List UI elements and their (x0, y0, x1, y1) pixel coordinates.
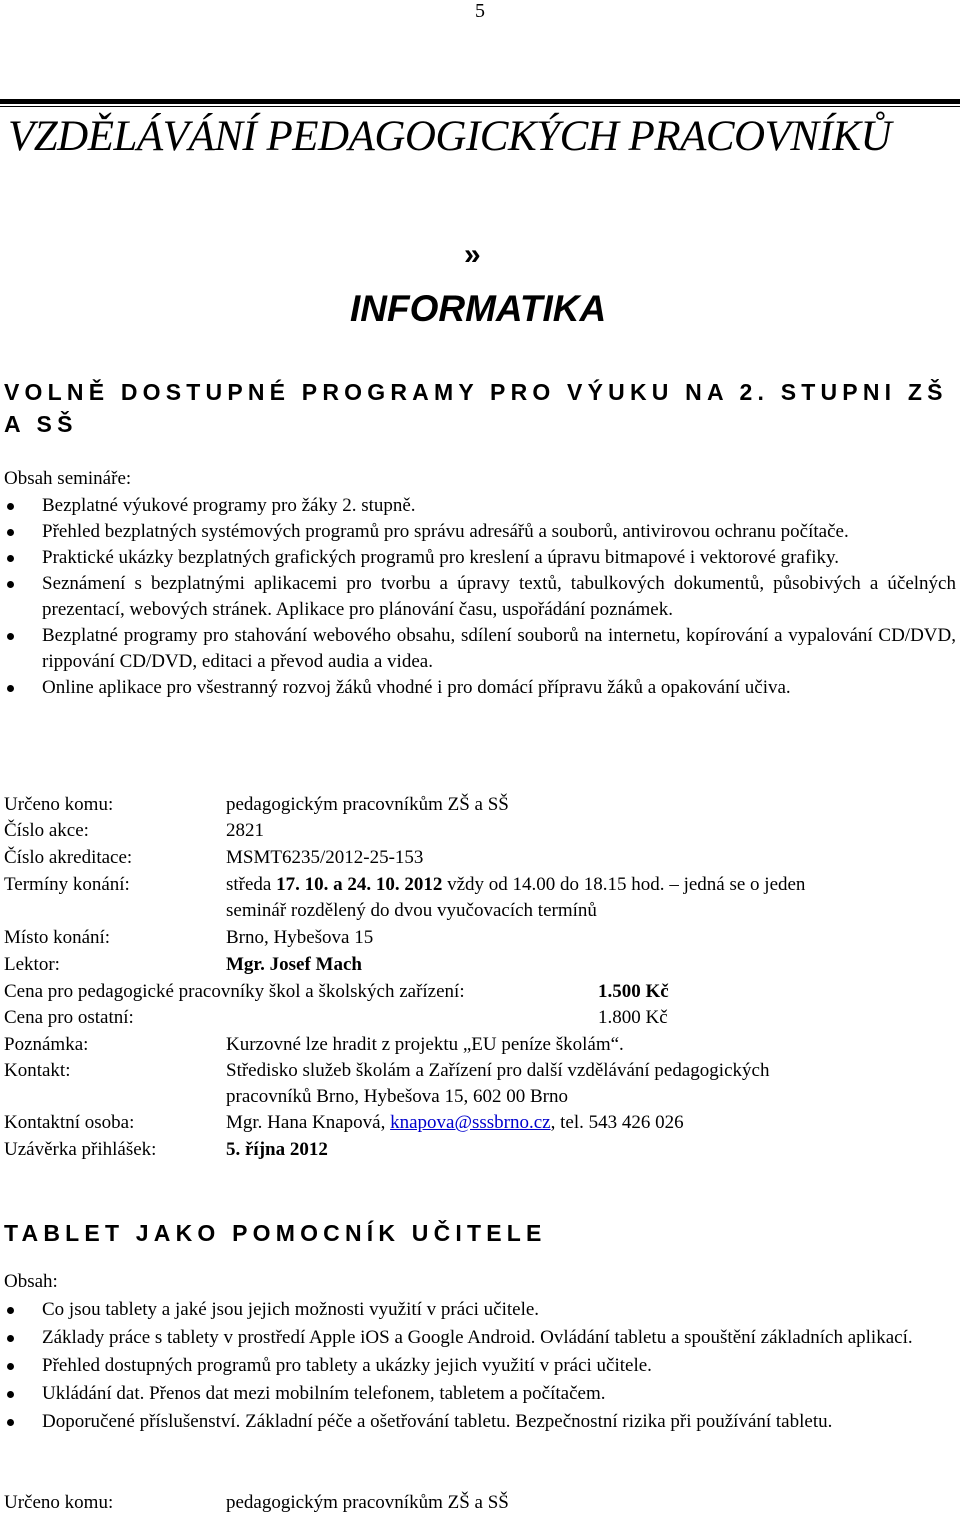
list-item: Přehled dostupných programů pro tablety a ukázky jejich využití v práci učitele. (4, 1352, 956, 1380)
lecturer-label: Lektor: (4, 954, 60, 975)
list-item: Doporučené příslušenství. Základní péče a ošetřování tabletu. Bezpečnostní rizika při používání tabletu. (4, 1408, 956, 1436)
list-item: Online aplikace pro všestranný rozvoj žáků vhodné i pro domácí přípravu žáků a opakování učiva. (4, 675, 956, 701)
place-label: Místo konání: (4, 927, 111, 948)
dates-tail: jedná se o jeden (678, 874, 806, 895)
contents-label: Obsah semináře: (4, 468, 132, 489)
contact-person-name: Mgr. Hana Knapová, (226, 1112, 391, 1133)
dates-bold: 17. 10. a 24. 10. 2012 (276, 874, 443, 895)
audience-label-2: Určeno komu: (4, 1492, 114, 1513)
contact-value-line1: Středisko služeb školám a Zařízení pro další vzdělávání pedagogických (226, 1060, 770, 1081)
audience-value-2: pedagogickým pracovníkům ZŠ a SŠ (226, 1492, 509, 1513)
price-others-label: Cena pro ostatní: (4, 1007, 134, 1028)
list-item: Bezplatné programy pro stahování webového obsahu, sdílení souborů na internetu, kopírování a vypalování CD/DVD, rippování CD/DVD, editaci a převod audia a videa. (4, 623, 956, 675)
audience-label: Určeno komu: (4, 794, 114, 815)
header-rule-thin (0, 106, 960, 107)
dates-label: Termíny konání: (4, 874, 130, 895)
lecturer-value: Mgr. Josef Mach (226, 954, 362, 975)
course-title-2: TABLET JAKO POMOCNÍK UČITELE (4, 1220, 547, 1246)
price-pedagogues-value: 1.500 Kč (598, 981, 669, 1002)
accreditation-value: MSMT6235/2012-25-153 (226, 847, 424, 868)
place-value: Brno, Hybešova 15 (226, 927, 374, 948)
note-label: Poznámka: (4, 1034, 89, 1055)
list-item: Bezplatné výukové programy pro žáky 2. stupně. (4, 493, 956, 519)
dates-time: vždy od 14.00 do 18.15 hod. (442, 874, 670, 895)
category-heading: INFORMATIKA (350, 288, 607, 329)
list-item: Seznámení s bezplatnými aplikacemi pro tvorbu a úpravy textů, tabulkových dokumentů, působivých a účelných prezentací, webových stránek. Aplikace pro plánování času, uspořádání poznámek. (4, 571, 956, 623)
contact-person-label: Kontaktní osoba: (4, 1112, 135, 1133)
double-chevron-icon: » (464, 238, 481, 271)
course-title (4, 376, 956, 440)
list-item: Co jsou tablety a jaké jsou jejich možnosti využití v práci učitele. (4, 1296, 956, 1324)
contact-person-phone: , tel. 543 426 026 (550, 1112, 684, 1133)
list-item: Ukládání dat. Přenos dat mezi mobilním telefonem, tabletem a počítačem. (4, 1380, 956, 1408)
contact-person-value (226, 1110, 684, 1136)
contents-label-2: Obsah: (4, 1271, 58, 1292)
list-item: Přehled bezplatných systémových programů pro správu adresářů a souborů, antivirovou ochranu počítače. (4, 519, 956, 545)
contact-label: Kontakt: (4, 1060, 71, 1081)
action-number-value: 2821 (226, 820, 264, 841)
audience-value: pedagogickým pracovníkům ZŠ a SŠ (226, 794, 509, 815)
contact-email-link[interactable]: knapova@sssbrno.cz (390, 1112, 551, 1133)
dates-dash: – (669, 874, 679, 895)
course-title-line1: VOLNĚ DOSTUPNÉ PROGRAMY PRO VÝUKU NA 2. STUPNI ZŠ (4, 379, 948, 405)
course-title-line2: A SŠ (4, 411, 78, 437)
deadline-label: Uzávěrka přihlášek: (4, 1139, 157, 1160)
main-title: VZDĚLÁVÁNÍ PEDAGOGICKÝCH PRACOVNÍKŮ (8, 113, 892, 160)
note-value: Kurzovné lze hradit z projektu „EU peníze školám“. (226, 1034, 624, 1055)
list-item: Základy práce s tablety v prostředí Apple iOS a Google Android. Ovládání tabletu a spouštění základních aplikací. (4, 1324, 956, 1352)
contents-list (4, 493, 956, 701)
dates-day: středa (226, 874, 277, 895)
contact-value-line2: pracovníků Brno, Hybešova 15, 602 00 Brno (226, 1086, 568, 1107)
price-others-value: 1.800 Kč (598, 1007, 668, 1028)
action-number-label: Číslo akce: (4, 820, 89, 841)
header-rule-thick (0, 99, 960, 104)
price-pedagogues-label: Cena pro pedagogické pracovníky škol a školských zařízení: (4, 981, 465, 1002)
deadline-value: 5. října 2012 (226, 1139, 328, 1160)
dates-value (226, 872, 805, 898)
page-number: 5 (475, 0, 485, 22)
dates-value-line2: seminář rozdělený do dvou vyučovacích termínů (226, 900, 597, 921)
list-item: Praktické ukázky bezplatných grafických programů pro kreslení a úpravu bitmapové i vektorové grafiky. (4, 545, 956, 571)
accreditation-label: Číslo akreditace: (4, 847, 133, 868)
contents-list-2 (4, 1296, 956, 1436)
